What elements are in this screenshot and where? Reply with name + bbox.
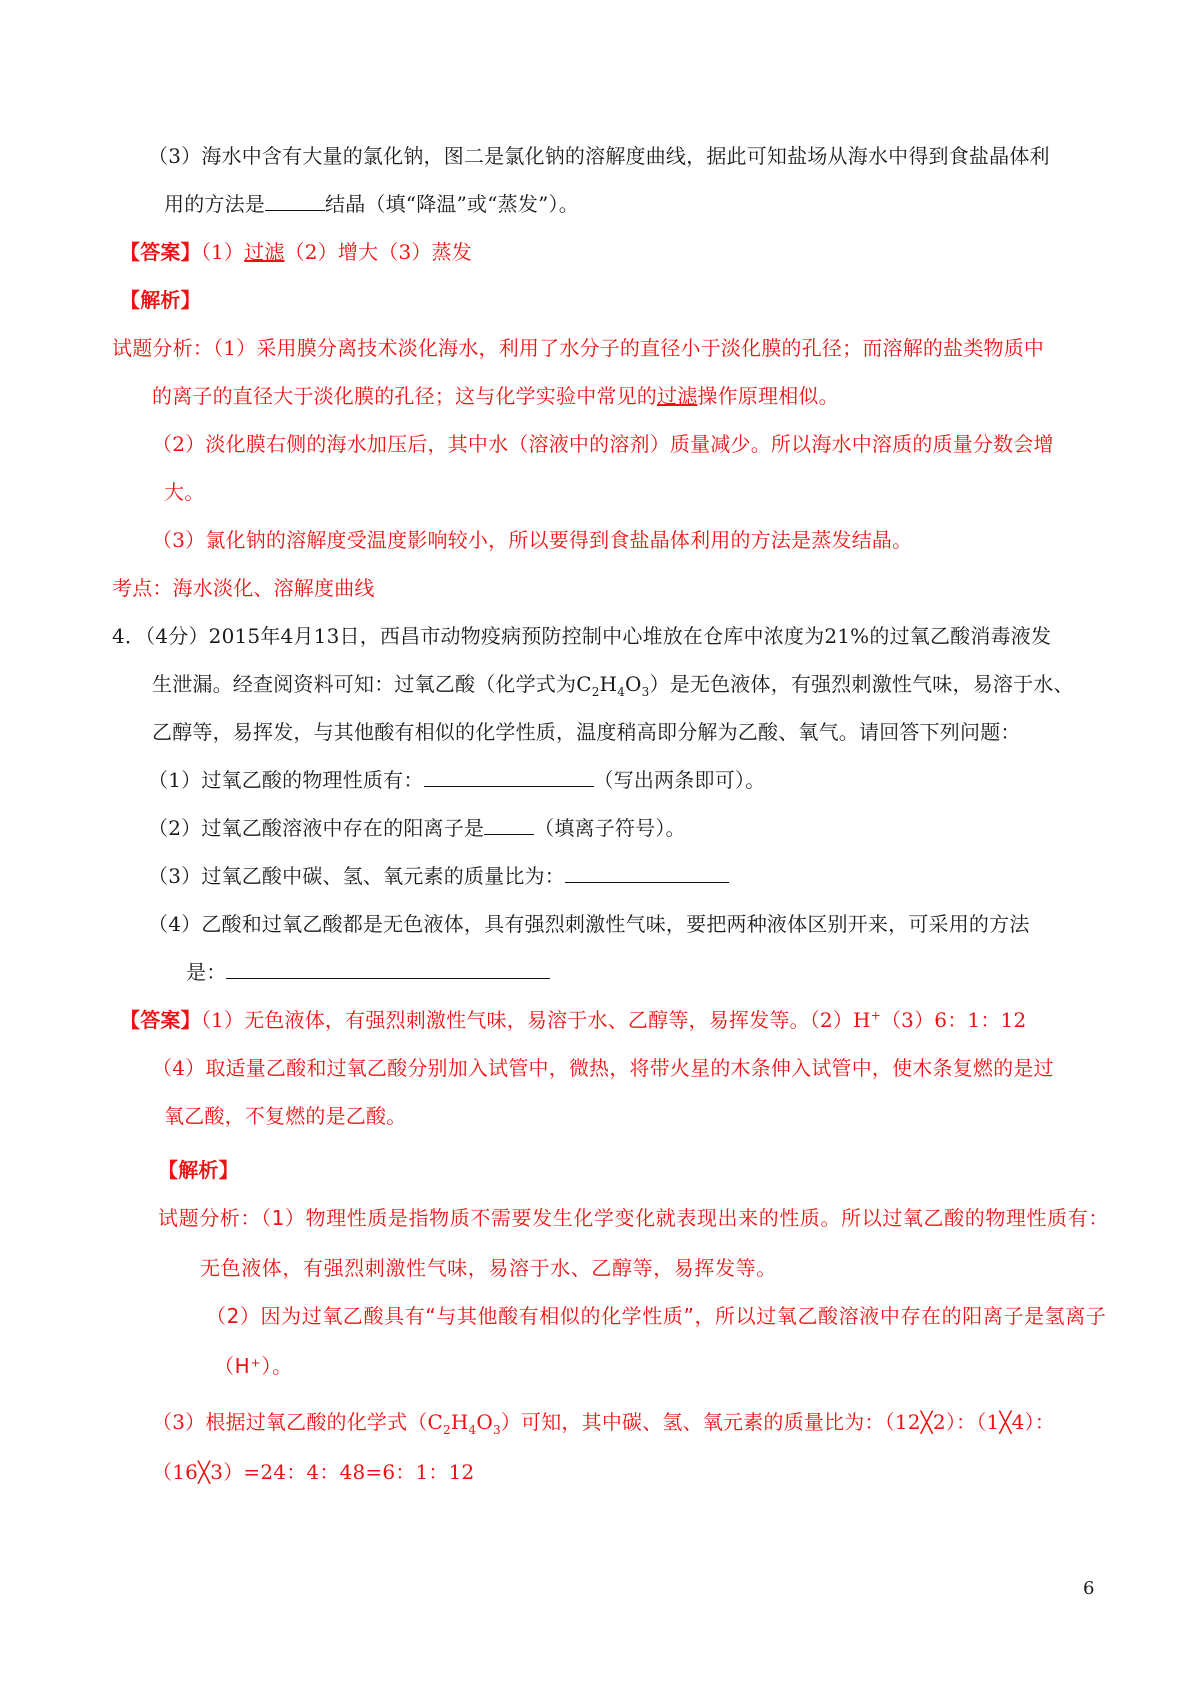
answer-blank [265, 190, 325, 211]
question-4-line-2 [152, 670, 1074, 698]
analysis-3-line-4: 大。 [164, 480, 205, 504]
answer-blank [484, 814, 534, 835]
superscript: + [870, 1008, 881, 1023]
text: （写出两条即可）。 [593, 768, 766, 792]
text: 的离子的直径大于淡化膜的孔径；这与化学实验中常见的 [152, 384, 657, 408]
question-3-part-3-line-2 [164, 190, 579, 218]
text: （3）6：1：12 [880, 1008, 1027, 1032]
subscript: 3 [492, 1423, 501, 1437]
page-number: 6 [1083, 1578, 1095, 1599]
question-4-line-3: 乙醇等，易挥发，与其他酸有相似的化学性质，温度稍高即分解为乙酸、氧气。请回答下列问题： [152, 720, 1021, 744]
underlined-term: 过滤 [657, 384, 698, 408]
analysis-3-line-2 [152, 382, 839, 410]
answer-blank [565, 862, 729, 883]
text: （1） [200, 240, 245, 264]
answer-3 [120, 238, 472, 266]
text: 结晶（填“降温”或“蒸发”）。 [325, 192, 579, 216]
analysis-4-line-2: 无色液体，有强烈刺激性气味，易溶于水、乙醇等，易挥发等。 [200, 1256, 777, 1280]
text: 用的方法是 [164, 192, 265, 216]
text: ）可知，其中碳、氢、氧元素的质量比为：（12╳2）：（1╳4）： [500, 1410, 1055, 1434]
analysis-label: 【解析】 [120, 288, 201, 312]
text: （3）过氧乙酸中碳、氢、氧元素的质量比为： [148, 864, 565, 888]
analysis-4-line-4: （H⁺）。 [214, 1354, 293, 1378]
text: ）是无色液体，有强烈刺激性气味，易溶于水、 [649, 672, 1074, 696]
question-4-sub-4: （4）乙酸和过氧乙酸都是无色液体，具有强烈刺激性气味，要把两种液体区别开来，可采用的方法 [148, 912, 1030, 936]
text: （1）过氧乙酸的物理性质有： [148, 768, 424, 792]
analysis-4-line-6: （16╳3）=24：4：48=6：1：12 [152, 1460, 475, 1484]
analysis-label: 【解析】 [158, 1158, 239, 1182]
analysis-4-line-5 [152, 1408, 1055, 1436]
answer-blank [226, 958, 550, 979]
answer-blank [424, 766, 594, 787]
subscript: 4 [468, 1423, 477, 1437]
question-4-sub-4-line-2 [186, 958, 550, 986]
text: O [476, 1410, 493, 1434]
text: （2）过氧乙酸溶液中存在的阳离子是 [148, 816, 485, 840]
text: （1）无色液体，有强烈刺激性气味，易溶于水、乙醇等，易挥发等。（2）H [200, 1008, 871, 1032]
subscript: 3 [641, 685, 650, 699]
text: O [625, 672, 642, 696]
answer-underlined: 过滤 [244, 240, 285, 264]
text: 是： [186, 960, 227, 984]
text: 操作原理相似。 [697, 384, 839, 408]
question-4-sub-2 [148, 814, 686, 842]
analysis-4-line-1: 试题分析：（1）物理性质是指物质不需要发生化学变化就表现出来的性质。所以过氧乙酸的物理性质有： [158, 1206, 1109, 1230]
text: （2）增大（3）蒸发 [284, 240, 472, 264]
analysis-3-line-5: （3）氯化钠的溶解度受温度影响较小，所以要得到食盐晶体利用的方法是蒸发结晶。 [152, 528, 913, 552]
analysis-3-line-3: （2）淡化膜右侧的海水加压后，其中水（溶液中的溶剂）质量减少。所以海水中溶质的质量分数会增 [152, 432, 1054, 456]
question-3-part-3-line-1: （3）海水中含有大量的氯化钠，图二是氯化钠的溶解度曲线，据此可知盐场从海水中得到食盐晶体利 [148, 144, 1050, 168]
text: （填离子符号）。 [534, 816, 686, 840]
subscript: 2 [591, 685, 600, 699]
question-4-sub-1 [148, 766, 765, 794]
exam-point: 考点：海水淡化、溶解度曲线 [112, 576, 375, 600]
answer-4-line-1 [120, 1006, 1026, 1034]
text: 生泄漏。经查阅资料可知：过氧乙酸（化学式为C [152, 672, 592, 696]
subscript: 4 [617, 685, 626, 699]
text: H [599, 672, 618, 696]
answer-4-line-3: 氧乙酸，不复燃的是乙酸。 [164, 1104, 407, 1128]
answer-4-line-2: （4）取适量乙酸和过氧乙酸分别加入试管中，微热，将带火星的木条伸入试管中，使木条复燃的是过 [152, 1056, 1054, 1080]
analysis-3-line-1: 试题分析：（1）采用膜分离技术淡化海水，利用了水分子的直径小于淡化膜的孔径；而溶解的盐类物质中 [112, 336, 1045, 360]
text: H [450, 1410, 469, 1434]
answer-label: 【答案】 [120, 240, 201, 264]
question-4-line-1: 4．（4分）2015年4月13日，西昌市动物疫病预防控制中心堆放在仓库中浓度为21%的过氧乙酸消毒液发 [112, 624, 1052, 648]
text: （3）根据过氧乙酸的化学式（C [152, 1410, 444, 1434]
analysis-4-line-3: （2）因为过氧乙酸具有“与其他酸有相似的化学性质”，所以过氧乙酸溶液中存在的阳离子是氢离子 [206, 1304, 1107, 1328]
question-4-sub-3 [148, 862, 729, 890]
subscript: 2 [443, 1423, 451, 1437]
answer-label: 【答案】 [120, 1008, 201, 1032]
